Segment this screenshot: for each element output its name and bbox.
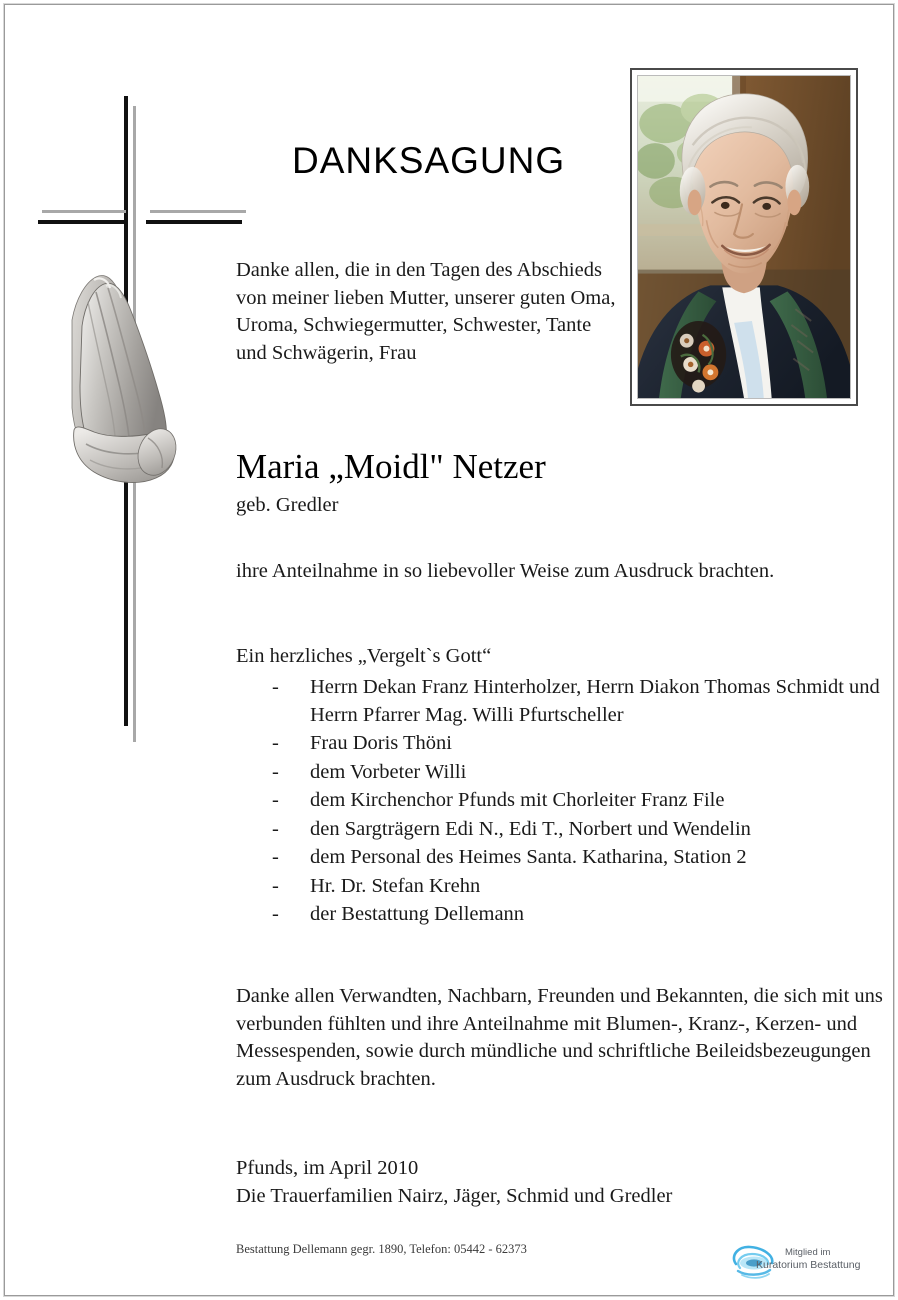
list-dash: -	[272, 846, 279, 868]
thanks-heading: Ein herzliches „Vergelt`s Gott“	[236, 645, 492, 667]
list-item-text: dem Kirchenchor Pfunds mit Chorleiter Franz File	[310, 789, 725, 811]
list-item	[236, 759, 884, 787]
list-item-text: den Sargträgern Edi N., Edi T., Norbert und Wendelin	[310, 817, 751, 840]
signoff-families: Die Trauerfamilien Nairz, Jäger, Schmid und Gredler	[236, 1184, 673, 1207]
list-item	[236, 730, 884, 758]
list-dash: -	[272, 903, 279, 925]
list-dash: -	[272, 874, 279, 897]
praying-hands-icon	[52, 262, 180, 490]
cross-horizontal-left-dark	[38, 220, 124, 224]
list-dash: -	[272, 732, 279, 754]
card-content	[236, 0, 884, 1300]
intro-paragraph: Danke allen, die in den Tagen des Abschieds von meiner lieben Mutter, unserer guten Oma, Uroma, Schwiegermutter, Schwester, Tante und Schwägerin, Frau	[236, 259, 616, 364]
deceased-name: Maria „Moidl" Netzer	[236, 447, 546, 486]
list-item-text: Hr. Dr. Stefan Krehn	[310, 874, 481, 897]
list-dash: -	[272, 789, 279, 811]
kuratorium-bestattung-logo	[726, 1238, 874, 1282]
cross-horizontal-right-light	[150, 210, 246, 213]
thanks-list	[236, 674, 884, 930]
list-item	[236, 816, 884, 844]
deceased-maiden-name: geb. Gredler	[236, 494, 339, 516]
anteilnahme-paragraph: ihre Anteilnahme in so liebevoller Weise zum Ausdruck brachten.	[236, 560, 775, 582]
signoff-block	[236, 1155, 836, 1210]
list-item	[236, 787, 884, 815]
list-item	[236, 844, 884, 872]
logo-line1: Mitglied im	[785, 1247, 831, 1258]
list-item	[236, 674, 884, 729]
list-dash: -	[272, 760, 279, 783]
list-item-text: Herrn Dekan Franz Hinterholzer, Herrn Diakon Thomas Schmidt und Herrn Pfarrer Mag. Willi Pfurtscheller	[310, 676, 880, 726]
logo-line2: Kuratorium Bestattung	[756, 1259, 861, 1271]
list-item-text: Frau Doris Thöni	[310, 732, 452, 754]
page-title: DANKSAGUNG	[292, 140, 566, 181]
list-item	[236, 901, 884, 929]
list-item-text: dem Vorbeter Willi	[310, 760, 467, 783]
signoff-place-date: Pfunds, im April 2010	[236, 1157, 419, 1179]
list-dash: -	[272, 676, 279, 698]
list-dash: -	[272, 817, 279, 840]
list-item-text: dem Personal des Heimes Santa. Katharina, Station 2	[310, 846, 747, 868]
cross-horizontal-right-dark	[146, 220, 242, 224]
cross-horizontal-left-light	[42, 210, 126, 213]
list-item	[236, 873, 884, 901]
footer-company-info: Bestattung Dellemann gegr. 1890, Telefon: 05442 - 62373	[236, 1242, 527, 1256]
danke-paragraph: Danke allen Verwandten, Nachbarn, Freunden und Bekannten, die sich mit uns verbunden fühlten und ihre Anteilnahme mit Blumen-, Kranz-, Kerzen- und Messespenden, sowie durch mündliche und schriftliche Beileidsbezeugungen zum Ausdruck brachten.	[236, 985, 883, 1090]
list-item-text: der Bestattung Dellemann	[310, 903, 525, 925]
